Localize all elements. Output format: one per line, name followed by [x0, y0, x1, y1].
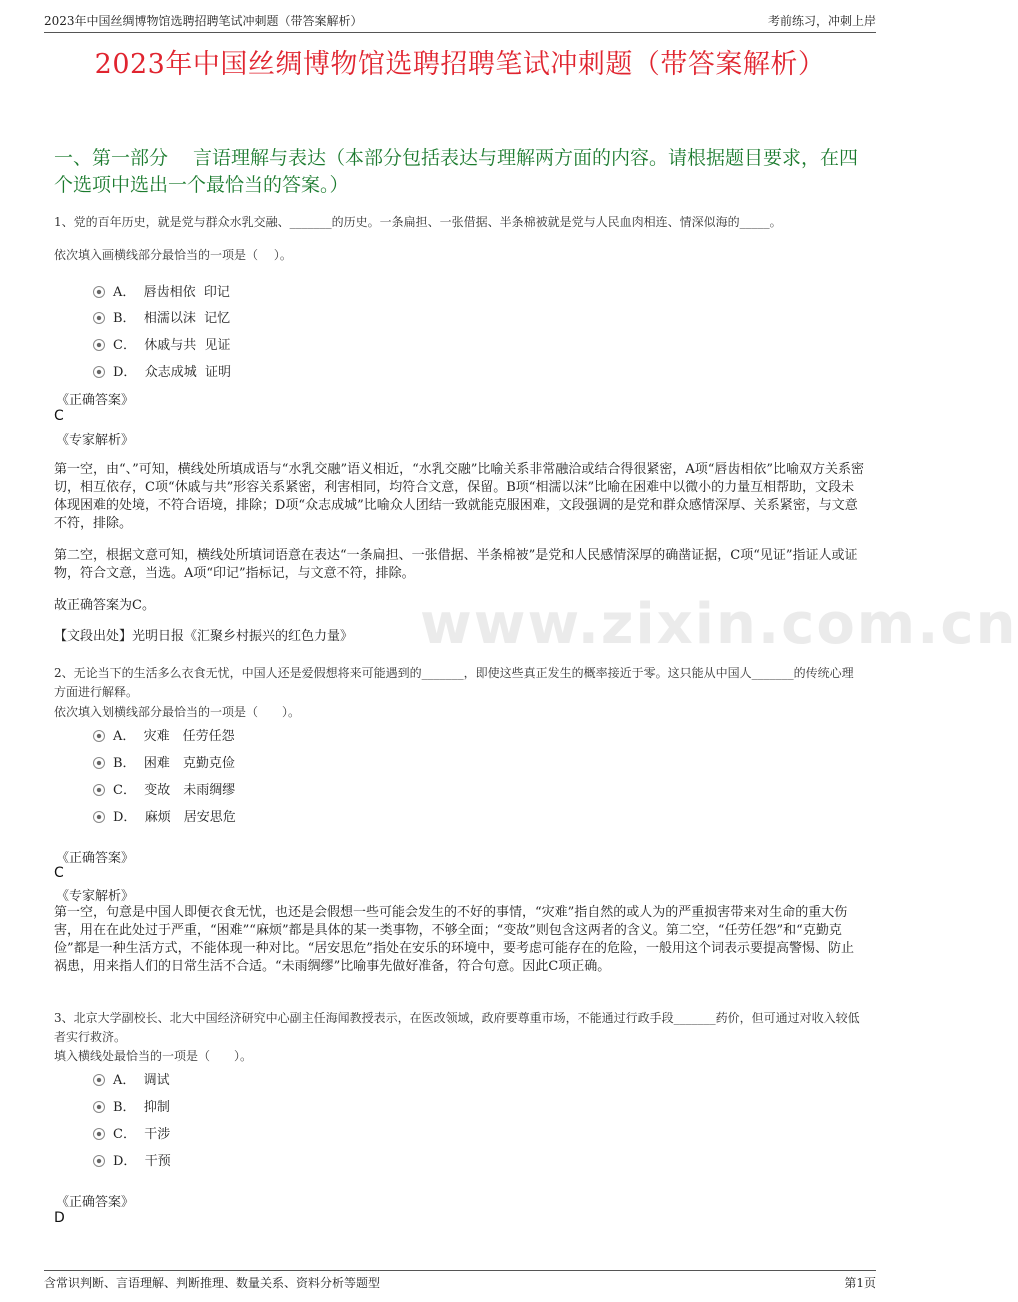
radio-icon[interactable]	[93, 784, 105, 796]
question-2-option-d[interactable]: D． 麻烦 居安思危	[93, 806, 236, 825]
document-title: 2023年中国丝绸博物馆选聘招聘笔试冲刺题（带答案解析）	[94, 49, 826, 80]
question-3-option-b[interactable]: B． 抑制	[93, 1096, 170, 1115]
radio-icon[interactable]	[93, 286, 105, 298]
radio-icon[interactable]	[93, 730, 105, 742]
radio-icon[interactable]	[93, 366, 105, 378]
question-2-answer-label: 《正确答案》	[56, 851, 135, 866]
question-1-source: 【文段出处】光明日报《汇聚乡村振兴的红色力量》	[54, 629, 354, 644]
question-2-option-b[interactable]: B． 困难 克勤克俭	[93, 752, 235, 771]
question-1-answer-label: 《正确答案》	[56, 393, 135, 408]
question-2-prompt: 依次填入划横线部分最恰当的一项是（ ）。	[54, 705, 301, 719]
radio-icon[interactable]	[93, 1101, 105, 1113]
question-3-option-d[interactable]: D． 干预	[93, 1150, 171, 1169]
radio-icon[interactable]	[93, 1155, 105, 1167]
page-header	[44, 12, 876, 33]
question-2-analysis-label: 《专家解析》	[56, 889, 135, 904]
question-1-analysis-para-2: 第二空，根据文意可知，横线处所填词语意在表达“一条扁担、一张借据、半条棉被”是党和人民感情深厚的确凿证据，C项“见证”指证人或证物，符合文意，当选。A项“印记”指标记，与文意不符，排除。	[54, 548, 858, 581]
question-1-analysis-para-3: 故正确答案为C。	[54, 598, 155, 613]
question-1-option-c[interactable]: C． 休戚与共 见证	[93, 334, 230, 353]
question-3-option-a[interactable]: A． 调试	[93, 1069, 170, 1088]
question-3-prompt: 填入横线处最恰当的一项是（ ）。	[54, 1049, 253, 1063]
section-heading: 一、第一部分 言语理解与表达（本部分包括表达与理解两方面的内容。请根据题目要求，在四个选项中选出一个最恰当的答案。）	[54, 147, 859, 196]
question-2-option-c[interactable]: C． 变故 未雨绸缪	[93, 779, 235, 798]
radio-icon[interactable]	[93, 1074, 105, 1086]
radio-icon[interactable]	[93, 811, 105, 823]
header-left-text: 2023年中国丝绸博物馆选聘招聘笔试冲刺题（带答案解析）	[44, 14, 363, 28]
radio-icon[interactable]	[93, 757, 105, 769]
radio-icon[interactable]	[93, 339, 105, 351]
question-1-answer: C	[54, 408, 64, 424]
page-number: 第1页	[844, 1276, 876, 1290]
question-3-answer: D	[54, 1210, 65, 1226]
question-3-answer-label: 《正确答案》	[56, 1195, 135, 1210]
question-3-stem: 3、北京大学副校长、北大中国经济研究中心副主任海闻教授表示，在医改领域，政府要尊重市场，不能通过行政手段_______药价，但可通过对收入较低者实行救济。	[54, 1011, 860, 1044]
question-1-analysis-label: 《专家解析》	[56, 433, 135, 448]
footer-left-text: 含常识判断、言语理解、判断推理、数量关系、资料分析等题型	[44, 1276, 381, 1290]
page-footer	[44, 1270, 876, 1291]
question-2-analysis-para-1: 第一空，句意是中国人即便衣食无忧，也还是会假想一些可能会发生的不好的事情，“灾难”指自然的或人为的严重损害带来对生命的重大伤害，用在在此处过于严重，“困难”“麻烦”都是具体的某一类事物，不够全面；“变故”则包含这两者的含义。第二空，“任劳任怨”和“克勤克俭”都是一种生活方式，不能体现一种对比。“居安思危”指处在安乐的环境中，要考虑可能存在的危险，一般用这个词表示要提高警惕、防止祸患，用来指人们的日常生活不合适。“未雨绸缪”比喻事先做好准备，符合句意。因此C项正确。	[54, 905, 854, 974]
question-1-option-d[interactable]: D． 众志成城 证明	[93, 361, 231, 380]
question-3-option-c[interactable]: C． 干涉	[93, 1123, 170, 1142]
question-2-stem: 2、无论当下的生活多么衣食无忧，中国人还是爱假想将来可能遇到的_______，即使这些真正发生的概率接近于零。这只能从中国人_______的传统心理方面进行解释。	[54, 666, 854, 699]
watermark: www.zixin.com.cn	[420, 592, 1018, 657]
question-1-prompt: 依次填入画横线部分最恰当的一项是（ ）。	[54, 248, 292, 262]
header-right-text: 考前练习，冲刺上岸	[767, 14, 876, 28]
question-1-option-b[interactable]: B． 相濡以沫 记忆	[93, 307, 230, 326]
radio-icon[interactable]	[93, 312, 105, 324]
radio-icon[interactable]	[93, 1128, 105, 1140]
question-2-answer: C	[54, 865, 64, 881]
question-1-stem: 1、党的百年历史，就是党与群众水乳交融、_______的历史。一条扁担、一张借据、半条棉被就是党与人民血肉相连、情深似海的_____。	[54, 215, 782, 229]
question-1-option-a[interactable]: A． 唇齿相依 印记	[93, 281, 230, 300]
question-2-option-a[interactable]: A． 灾难 任劳任怨	[93, 725, 235, 744]
question-1-analysis-para-1: 第一空，由“、”可知，横线处所填成语与“水乳交融”语义相近，“水乳交融”比喻关系非常融洽或结合得很紧密，A项“唇齿相依”比喻双方关系密切，相互依存，C项“休戚与共”形容关系紧密，利害相同，均符合文意，保留。B项“相濡以沫”比喻在困难中以微小的力量互相帮助，文段未体现困难的处境，不符合语境，排除；D项“众志成城”比喻众人团结一致就能克服困难，文段强调的是党和群众感情深厚、关系紧密，与文意不符，排除。	[54, 462, 865, 531]
